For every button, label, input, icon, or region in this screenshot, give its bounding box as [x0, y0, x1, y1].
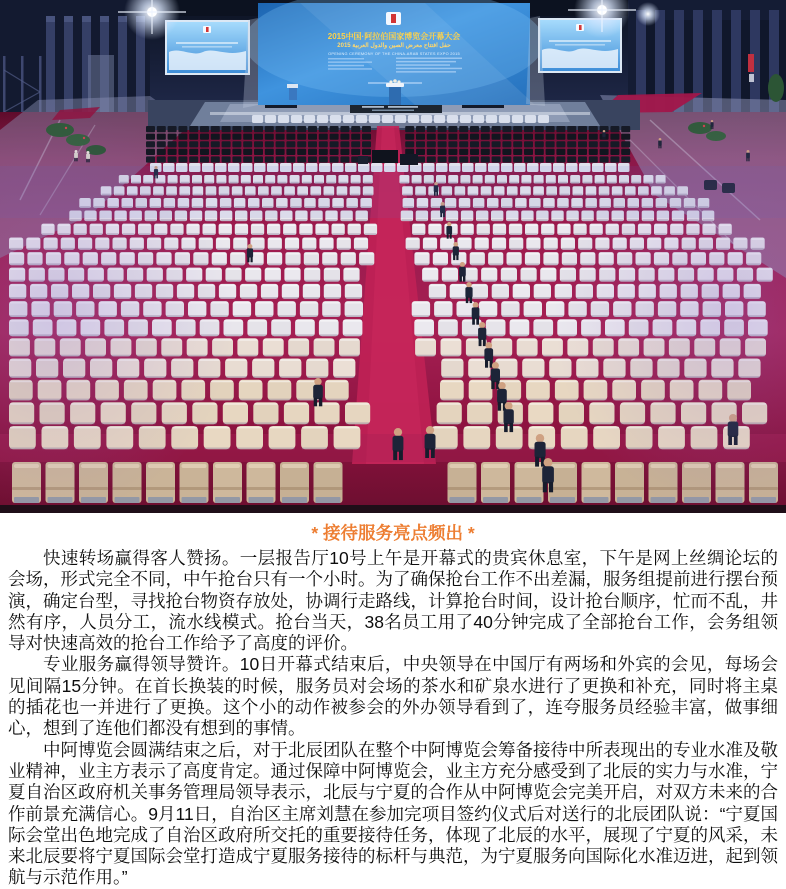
- article-body: [0, 523, 786, 889]
- article-paragraph-3: 中阿博览会圆满结束之后，对于北辰团队在整个中阿博览会筹备接待中所表现出的专业水准及敬业精神，业主方表示了高度肯定。通过保障中阿博览会，业主方充分感受到了北辰的实力与水准，宁夏自治区政府机关事务管理局领导表示，北辰与宁夏的合作从中阿博览会完美开启，对双方未来的合作前景充满信心。9月11日，自治区主席刘慧在参加完项目签约仪式后对送行的北辰团队说：“宁夏国际会堂出色地完成了自治区政府所交托的重要接待任务，体现了北辰的水平，展现了宁夏的风采，未来北辰要将宁夏国际会堂打造成宁夏服务接待的标杆与典范，为宁夏服务向国际化水准迈进，起到领航与示范作用。”: [8, 739, 778, 888]
- screen-title-ar: حفل افتتاح معرض الصين والدول العربية 2015: [337, 43, 451, 49]
- screen-title-en: OPENING CEREMONY OF THE CHINA-ARAB STATES EXPO 2015: [328, 51, 460, 56]
- screen-title-cn: 2015中国·阿拉伯国家博览会开幕大会: [327, 32, 461, 41]
- article-paragraph-1: 快速转场赢得客人赞扬。一层报告厅10号上午是开幕式的贵宾休息室，下午是网上丝绸论坛的会场，形式完全不同，中午抢台只有一个小时。为了确保抢台工作不出差漏，服务组提前进行摆台预演，确定台型，寻找抢台物资存放处，协调行走路线，计算抢台时间，设计抢台顺序，忙而不乱，井然有序，人员分工，流水线模式。抢台当天，38名员工用了40分钟完成了全部抢台工作，会务组领导对快速高效的抢台工作给予了高度的评价。: [8, 548, 778, 654]
- article-paragraph-2: 专业服务赢得领导赞许。10日开幕式结束后，中央领导在中国厅有两场和外宾的会见，每场会见间隔15分钟。在首长换装的时候，服务员对会场的茶水和矿泉水进行了更换和补充，同时将主桌的插花也一并进行了更换。这个小的动作被参会的外办领导看到了，连夸服务员经验丰富，做事细心，想到了连他们都没有想到的事情。: [8, 654, 778, 739]
- photo-bottom-edge: [0, 505, 786, 513]
- article-heading: * 接待服务亮点频出 *: [311, 523, 475, 543]
- blue-light-wash: [0, 166, 786, 218]
